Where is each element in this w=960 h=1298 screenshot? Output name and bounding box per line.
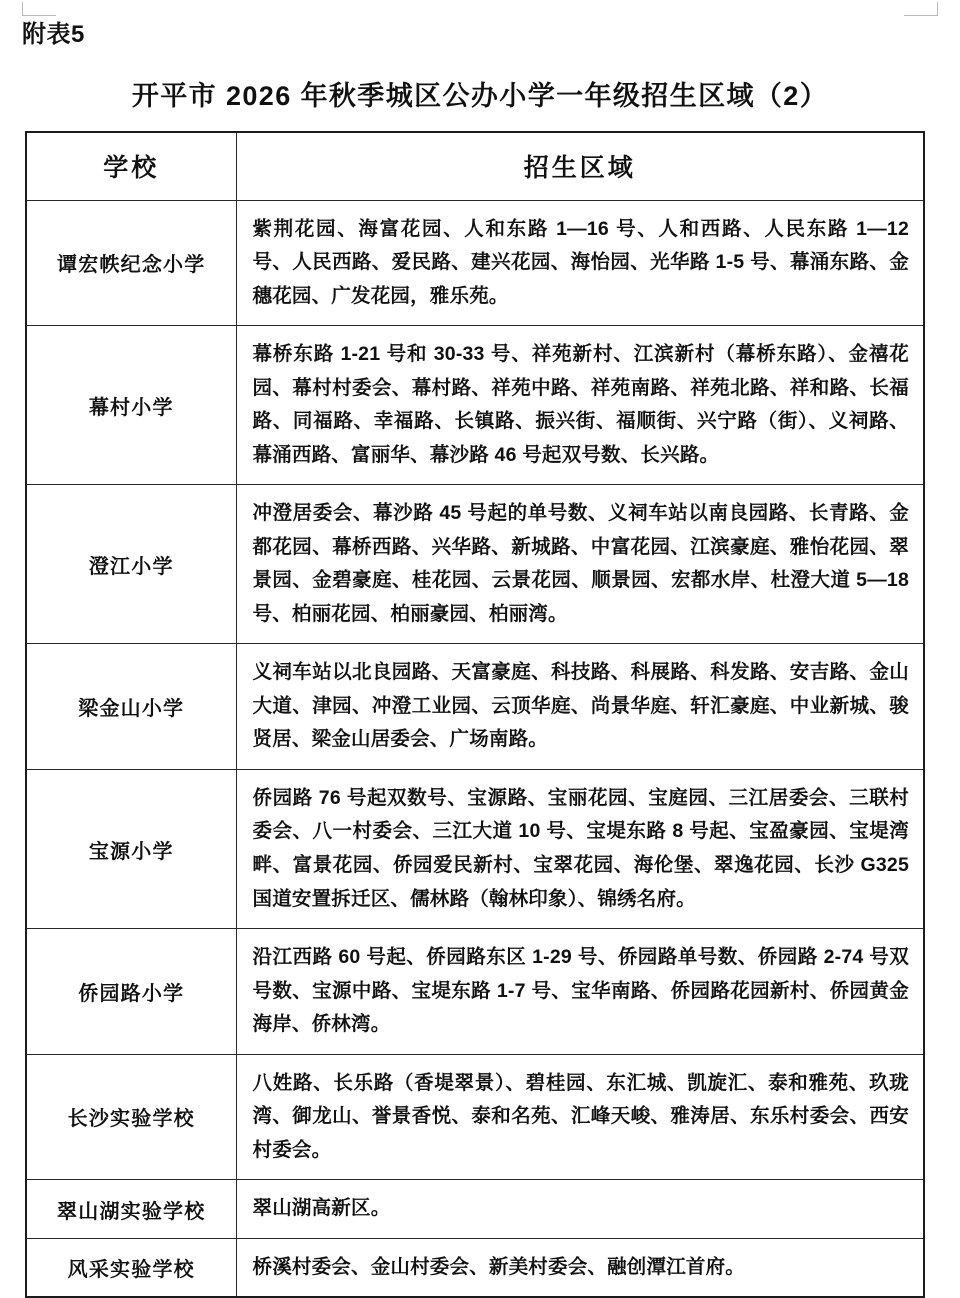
school-name-cell: 风采实验学校	[26, 1238, 236, 1297]
school-name-cell: 谭宏帙纪念小学	[26, 200, 236, 326]
enrollment-zone-cell: 义祠车站以北良园路、天富豪庭、科技路、科展路、科发路、安吉路、金山大道、津园、冲澄工业园、云顶华庭、尚景华庭、轩汇豪庭、中业新城、骏贤居、梁金山居委会、广场南路。	[236, 644, 924, 770]
enrollment-zone-cell: 冲澄居委会、幕沙路 45 号起的单号数、义祠车站以南良园路、长青路、金都花园、幕桥西路、兴华路、新城路、中富花园、江滨豪庭、雅怡花园、翠景园、金碧豪庭、桂花园、云景花园、顺景园、宏都水岸、杜澄大道 5—18 号、柏丽花园、柏丽豪园、柏丽湾。	[236, 485, 924, 644]
table-header	[26, 132, 924, 200]
table-row	[26, 200, 924, 326]
enrollment-zone-cell: 八姓路、长乐路（香堤翠景）、碧桂园、东汇城、凯旋汇、泰和雅苑、玖珑湾、御龙山、誉景香悦、泰和名苑、汇峰天峻、雅涛居、东乐村委会、西安村委会。	[236, 1054, 924, 1180]
table-row	[26, 644, 924, 770]
enrollment-zone-cell: 桥溪村委会、金山村委会、新美村委会、融创潭江首府。	[236, 1238, 924, 1297]
enrollment-zone-cell: 翠山湖高新区。	[236, 1180, 924, 1239]
table-row	[26, 485, 924, 644]
school-name-cell: 宝源小学	[26, 769, 236, 928]
school-name-cell: 梁金山小学	[26, 644, 236, 770]
column-header-school: 学校	[26, 132, 236, 200]
table-row	[26, 769, 924, 928]
school-name-cell: 澄江小学	[26, 485, 236, 644]
school-name-cell: 幕村小学	[26, 326, 236, 485]
enrollment-zone-table	[25, 131, 925, 1298]
school-name-cell: 长沙实验学校	[26, 1054, 236, 1180]
enrollment-zone-cell: 紫荆花园、海富花园、人和东路 1—16 号、人和西路、人民东路 1—12 号、人民西路、爱民路、建兴花园、海怡园、光华路 1-5 号、幕涌东路、金穗花园、广发花园，雅乐苑。	[236, 200, 924, 326]
table-row	[26, 1054, 924, 1180]
crop-mark-top-right	[904, 2, 938, 16]
enrollment-zone-table-container	[25, 131, 925, 1298]
enrollment-zone-cell: 幕桥东路 1-21 号和 30-33 号、祥苑新村、江滨新村（幕桥东路）、金禧花园、幕村村委会、幕村路、祥苑中路、祥苑南路、祥苑北路、祥和路、长福路、同福路、幸福路、长镇路、振兴街、福顺街、兴宁路（街）、义祠路、幕涌西路、富丽华、幕沙路 46 号起双号数、长兴路。	[236, 326, 924, 485]
table-row	[26, 1180, 924, 1239]
enrollment-zone-cell: 沿江西路 60 号起、侨园路东区 1-29 号、侨园路单号数、侨园路 2-74 号双号数、宝源中路、宝堤东路 1-7 号、宝华南路、侨园路花园新村、侨园黄金海岸、侨林湾。	[236, 929, 924, 1055]
table-row	[26, 929, 924, 1055]
table-row	[26, 326, 924, 485]
table-header-row	[26, 132, 924, 200]
enrollment-zone-cell: 侨园路 76 号起双数号、宝源路、宝丽花园、宝庭园、三江居委会、三联村委会、八一村委会、三江大道 10 号、宝堤东路 8 号起、宝盈豪园、宝堤湾畔、富景花园、侨园爱民新村、宝翠花园、海伦堡、翠逸花园、长沙 G325 国道安置拆迁区、儒林路（翰林印象）、锦绣名府。	[236, 769, 924, 928]
page-title: 开平市 2026 年秋季城区公办小学一年级招生区域（2）	[131, 81, 829, 111]
sheet-label: 附表5	[22, 21, 85, 48]
crop-mark-top-left	[22, 2, 56, 16]
school-name-cell: 翠山湖实验学校	[26, 1180, 236, 1239]
column-header-zone: 招生区域	[236, 132, 924, 200]
table-row	[26, 1238, 924, 1297]
table-body	[26, 200, 924, 1297]
school-name-cell: 侨园路小学	[26, 929, 236, 1055]
